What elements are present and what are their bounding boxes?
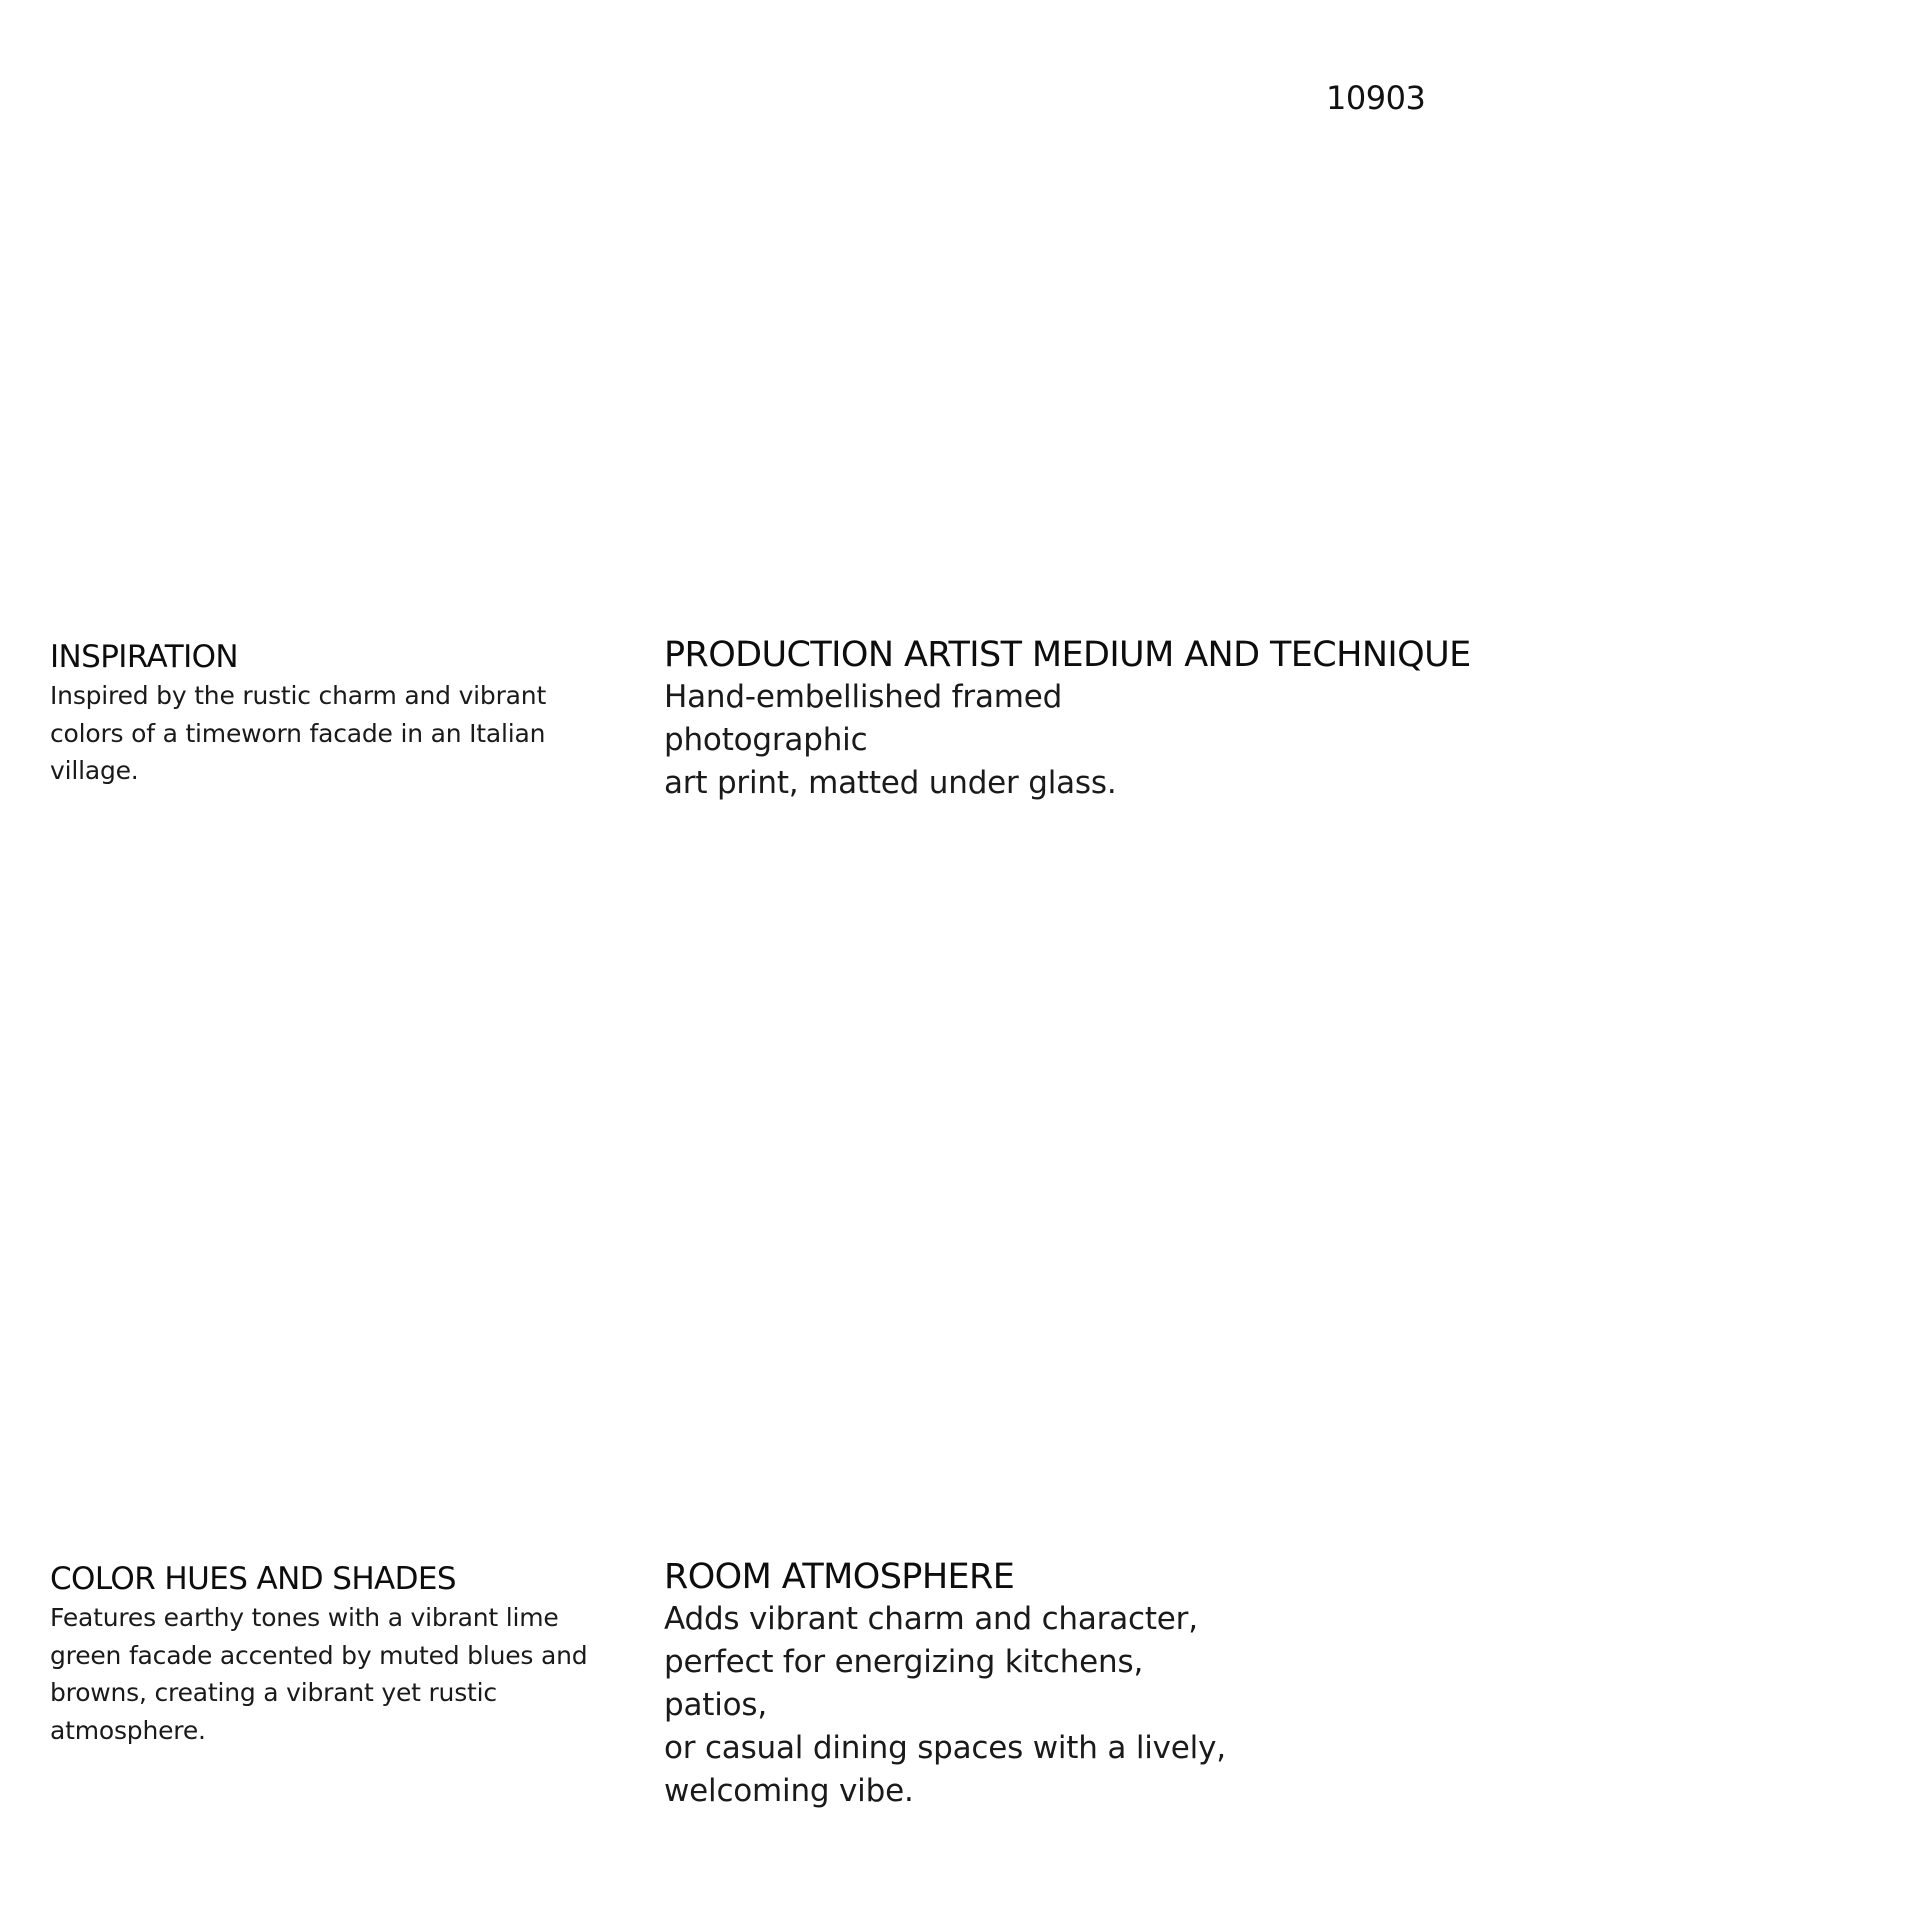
room-atmosphere-text (664, 1598, 1244, 1813)
room-atmosphere-text-line: welcoming vibe. (664, 1773, 914, 1809)
color-section (50, 1559, 620, 1749)
room-atmosphere-text-line: Adds vibrant charm and character, (664, 1601, 1198, 1637)
production-text (664, 676, 1244, 805)
inspiration-heading: INSPIRATION (50, 639, 238, 675)
color-heading: COLOR HUES AND SHADES (50, 1561, 456, 1597)
inspiration-text: Inspired by the rustic charm and vibrant colors of a timeworn facade in an Italian village. (50, 681, 547, 785)
production-text-line: Hand-embellished framed photographic (664, 679, 1063, 758)
product-number: 10903 (1326, 79, 1426, 117)
room-atmosphere-heading: ROOM ATMOSPHERE (664, 1557, 1015, 1597)
inspiration-section (50, 637, 620, 790)
production-heading: PRODUCTION ARTIST MEDIUM AND TECHNIQUE (664, 635, 1471, 675)
room-atmosphere-section (664, 1556, 1244, 1813)
room-atmosphere-text-line: or casual dining spaces with a lively, (664, 1730, 1226, 1766)
color-text: Features earthy tones with a vibrant lime green facade accented by muted blues and browns, creating a vibrant yet rustic atmosphere. (50, 1603, 588, 1745)
production-text-line: art print, matted under glass. (664, 765, 1117, 801)
production-section (664, 634, 1471, 805)
room-atmosphere-text-line: perfect for energizing kitchens, patios, (664, 1644, 1144, 1723)
